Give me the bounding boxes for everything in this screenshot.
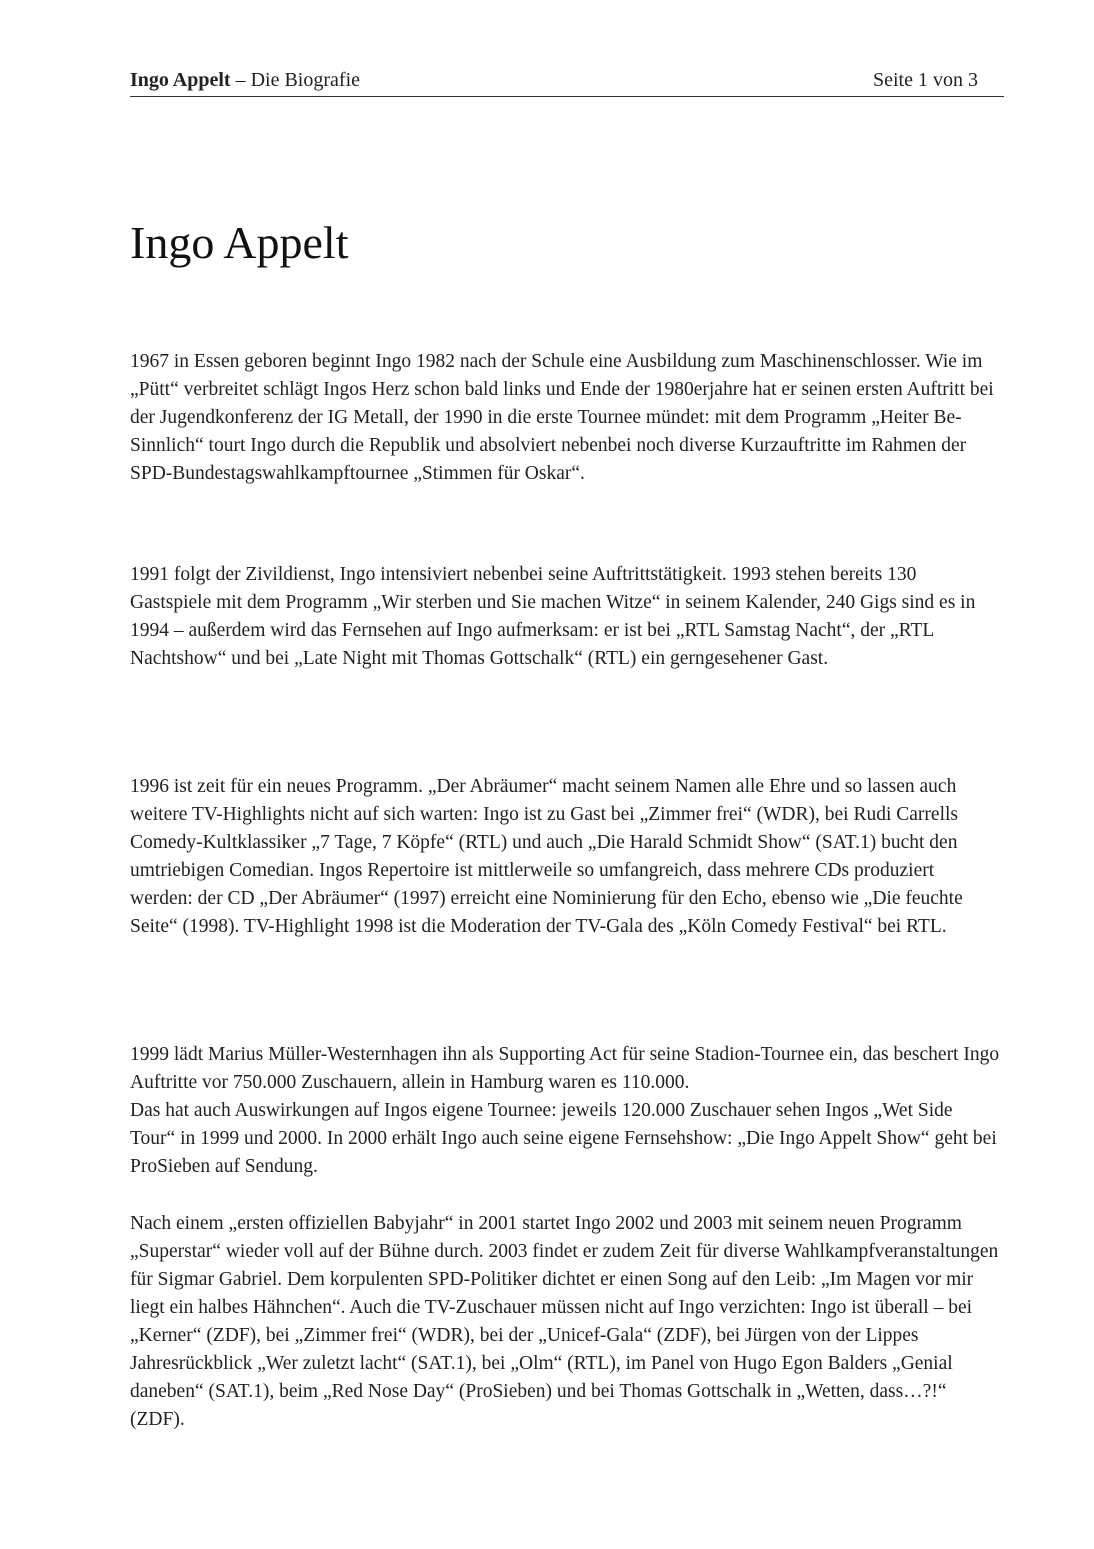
- paragraph-5: Nach einem „ersten offiziellen Babyjahr“ in 2001 startet Ingo 2002 und 2003 mit seinem neuen Programm „Superstar“ wieder voll auf der Bühne durch. 2003 findet er zudem Zeit für diverse Wahlkampfveranstaltungen für Sigmar Gabriel. Dem korpulenten SPD-Politiker dichtet er einen Song auf den Leib: „Im Magen vor mir liegt ein halbes Hähnchen“. Auch die TV-Zuschauer müssen nicht auf Ingo verzichten: Ingo ist überall – bei „Kerner“ (ZDF), bei „Zimmer frei“ (WDR), bei der „Unicef-Gala“ (ZDF), bei Jürgen von der Lippes Jahresrückblick „Wer zuletzt lacht“ (SAT.1), bei „Olm“ (RTL), im Panel von Hugo Egon Balders „Genial daneben“ (SAT.1), beim „Red Nose Day“ (ProSieben) und bei Thomas Gottschalk in „Wetten, dass…?!“ (ZDF).: [130, 1213, 999, 1430]
- paragraph-2: 1991 folgt der Zivildienst, Ingo intensiviert nebenbei seine Auftrittstätigkeit. 1993 stehen bereits 130 Gastspiele mit dem Programm „Wir sterben und Sie machen Witze“ in seinem Kalender, 240 Gigs sind es in 1994 – außerdem wird das Fernsehen auf Ingo aufmerksam: er ist bei „RTL Samstag Nacht“, der „RTL Nachtshow“ und bei „Late Night mit Thomas Gottschalk“ (RTL) ein gerngesehener Gast.: [130, 564, 976, 669]
- paragraph-1: 1967 in Essen geboren beginnt Ingo 1982 nach der Schule eine Ausbildung zum Maschinenschlosser. Wie im „Pütt“ verbreitet schlägt Ingos Herz schon bald links und Ende der 1980erjahre hat er seinen ersten Auftritt bei der Jugendkonferenz der IG Metall, der 1990 in die erste Tournee mündet: mit dem Programm „Heiter Be-Sinnlich“ tourt Ingo durch die Republik und absolviert nebenbei noch diverse Kurzauftritte im Rahmen der SPD-Bundestagswahlkampftournee „Stimmen für Oskar“.: [130, 351, 994, 484]
- page-number: Seite 1 von 3: [873, 69, 978, 91]
- running-header: [130, 66, 1004, 97]
- paragraph-3: 1996 ist zeit für ein neues Programm. „Der Abräumer“ macht seinem Namen alle Ehre und so lassen auch weitere TV-Highlights nicht auf sich warten: Ingo ist zu Gast bei „Zimmer frei“ (WDR), bei Rudi Carrells Comedy-Kultklassiker „7 Tage, 7 Köpfe“ (RTL) und auch „Die Harald Schmidt Show“ (SAT.1) bucht den umtriebigen Comedian. Ingos Repertoire ist mittlerweile so umfangreich, dass mehrere CDs produziert werden: der CD „Der Abräumer“ (1997) erreicht eine Nominierung für den Echo, ebenso wie „Die feuchte Seite“ (1998). TV-Highlight 1998 ist die Moderation der TV-Gala des „Köln Comedy Festival“ bei RTL.: [130, 776, 963, 937]
- header-name: Ingo Appelt: [130, 69, 231, 91]
- header-title: [130, 66, 360, 94]
- paragraph-4: 1999 lädt Marius Müller-Westernhagen ihn als Supporting Act für seine Stadion-Tournee ein, das beschert Ingo Auftritte vor 750.000 Zuschauern, allein in Hamburg waren es 110.000. Das hat auch Auswirkungen auf Ingos eigene Tournee: jeweils 120.000 Zuschauer sehen Ingos „Wet Side Tour“ in 1999 und 2000. In 2000 erhält Ingo auch seine eigene Fernsehshow: „Die Ingo Appelt Show“ geht bei ProSieben auf Sendung.: [130, 1044, 1000, 1177]
- document-title: Ingo Appelt: [130, 217, 349, 268]
- header-subtitle: – Die Biografie: [230, 69, 360, 91]
